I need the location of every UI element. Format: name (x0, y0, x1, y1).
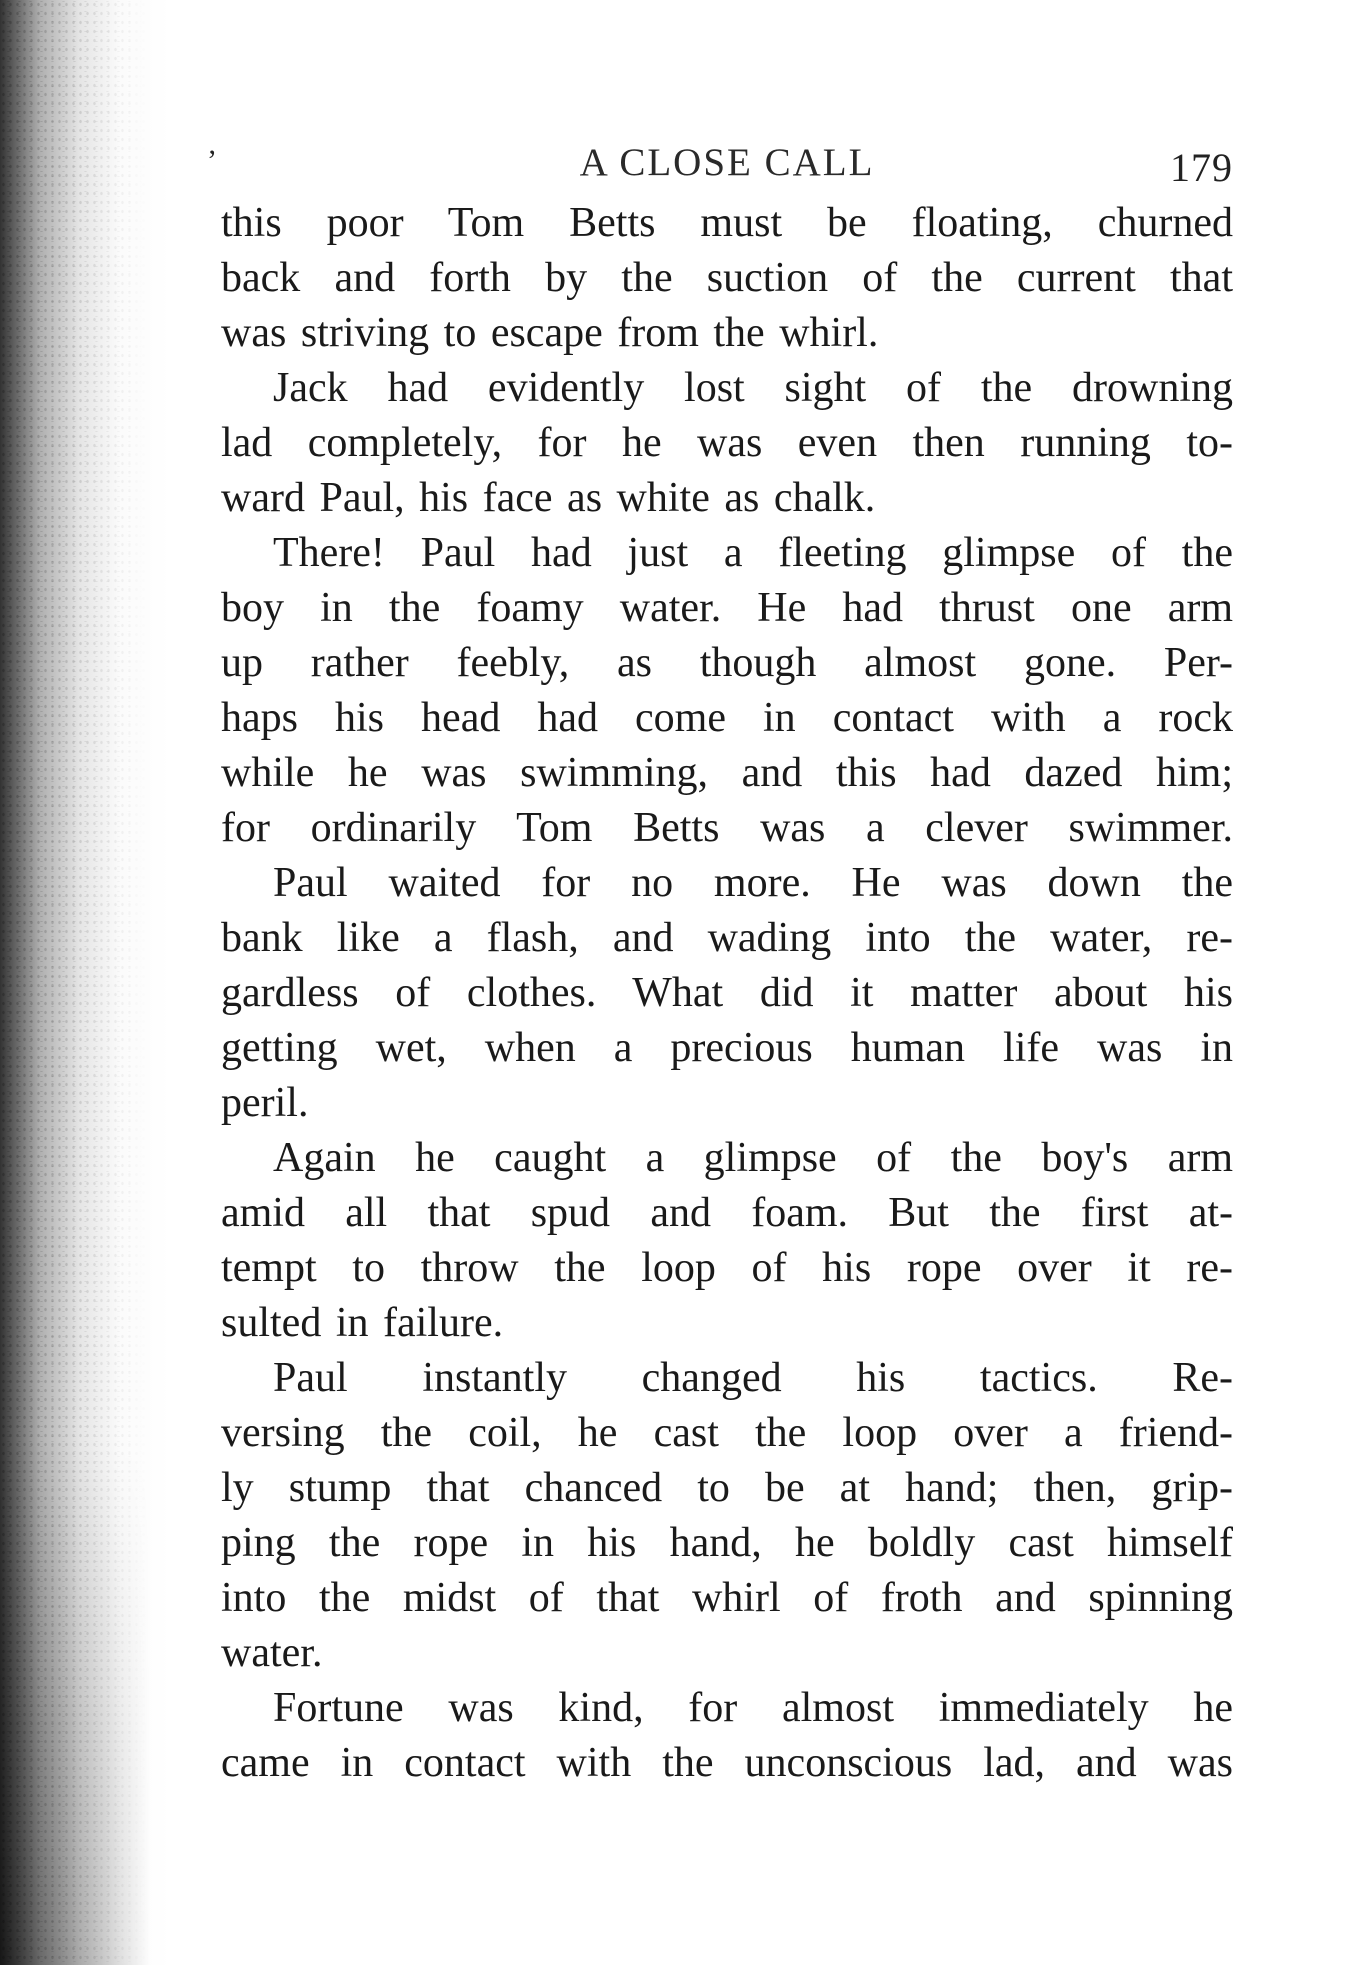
paragraph (221, 1131, 1233, 1351)
text-line: Jack had evidently lost sight of the drowning (273, 365, 1233, 411)
paragraph (221, 526, 1233, 856)
paragraph (221, 1351, 1233, 1681)
scan-gutter-bottom-shadow (0, 1445, 150, 1965)
text-line: ping the rope in his hand, he boldly cast himself (221, 1520, 1233, 1566)
text-line: gardless of clothes. What did it matter about his (221, 970, 1233, 1016)
text-line: for ordinarily Tom Betts was a clever swimmer. (221, 805, 1233, 851)
chapter-title: A CLOSE CALL (579, 141, 875, 184)
paragraph (221, 196, 1233, 361)
text-line: this poor Tom Betts must be floating, churned (221, 200, 1233, 246)
text-line: Again he caught a glimpse of the boy's arm (273, 1135, 1233, 1181)
text-line: ward Paul, his face as white as chalk. (221, 475, 876, 521)
text-line: peril. (221, 1080, 309, 1126)
text-line: getting wet, when a precious human life was in (221, 1025, 1233, 1071)
text-line: came in contact with the unconscious lad, and was (221, 1740, 1233, 1786)
text-line: There! Paul had just a fleeting glimpse of the (273, 530, 1233, 576)
text-line: Paul instantly changed his tactics. Re- (273, 1355, 1233, 1401)
text-line: boy in the foamy water. He had thrust one arm (221, 585, 1233, 631)
text-line: into the midst of that whirl of froth and spinning (221, 1575, 1233, 1621)
text-line: while he was swimming, and this had dazed him; (221, 750, 1233, 796)
paragraph (221, 856, 1233, 1131)
book-page (207, 140, 1233, 1791)
body-text (221, 196, 1233, 1791)
text-line: lad completely, for he was even then running to- (221, 420, 1233, 466)
text-line: sulted in failure. (221, 1300, 504, 1346)
text-line: versing the coil, he cast the loop over a friend- (221, 1410, 1233, 1456)
text-line: haps his head had come in contact with a rock (221, 695, 1233, 741)
text-line: up rather feebly, as though almost gone. Per- (221, 640, 1233, 686)
text-line: Paul waited for no more. He was down the (273, 860, 1233, 906)
text-line: amid all that spud and foam. But the first at- (221, 1190, 1233, 1236)
paragraph (221, 361, 1233, 526)
paragraph (221, 1681, 1233, 1791)
text-line: back and forth by the suction of the current that (221, 255, 1233, 301)
text-line: ly stump that chanced to be at hand; then, grip- (221, 1465, 1233, 1511)
page-number: 179 (1170, 145, 1233, 190)
text-line: was striving to escape from the whirl. (221, 310, 879, 356)
text-line: Fortune was kind, for almost immediately he (273, 1685, 1233, 1731)
running-head (207, 140, 1233, 194)
text-line: bank like a flash, and wading into the water, re- (221, 915, 1233, 961)
text-line: water. (221, 1630, 323, 1676)
stray-mark: ’ (207, 144, 217, 177)
text-line: tempt to throw the loop of his rope over it re- (221, 1245, 1233, 1291)
